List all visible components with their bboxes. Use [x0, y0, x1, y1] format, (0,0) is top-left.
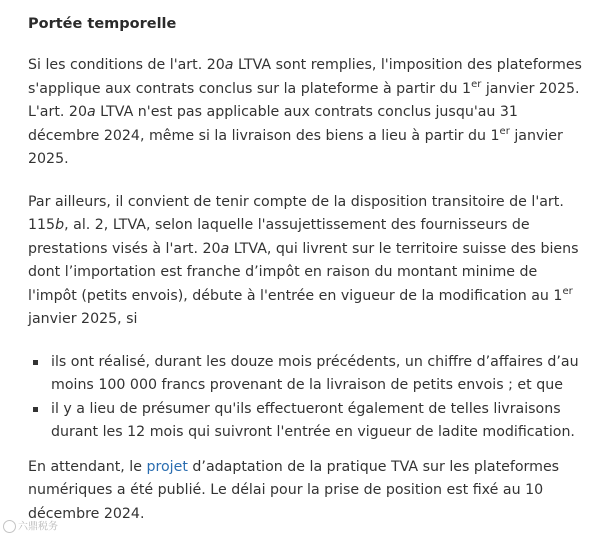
para1-text-4: LTVA n'est pas applicable aux contrats conclus jusqu'au 31 décembre 2024, même si la livraison des biens a lieu à partir du 1 — [28, 104, 518, 144]
paragraph-transitional-provision — [28, 191, 588, 332]
para1-text-2: LTVA sont remplies, l'imposition des plateformes s'applique aux contrats conclus sur la plateforme à partir du 1 — [28, 57, 582, 97]
article-section — [28, 12, 588, 526]
section-heading: Portée temporelle — [28, 16, 177, 32]
para1-italic-a-1: a — [224, 57, 234, 73]
para1-text-5: janvier 2025. — [28, 127, 563, 167]
square-bullet-icon — [33, 407, 38, 412]
para2-superscript: er — [562, 285, 573, 297]
list-item — [51, 351, 588, 398]
projet-link[interactable]: projet — [146, 458, 188, 475]
paragraph-application-date — [28, 54, 588, 172]
para1-italic-a-2: a — [86, 104, 96, 120]
para1-superscript-1: er — [471, 78, 482, 90]
para2-text-1: Par ailleurs, il convient de tenir compte de la disposition transitoire de l'art. 115 — [28, 193, 564, 233]
para3-text-2: d’adaptation de la pratique TVA sur les plateformes numériques a été publié. Le délai pour la prise de position est fixé au 10 décembre 2024. — [28, 458, 560, 522]
watermark — [3, 520, 58, 535]
weibo-logo-icon — [3, 520, 16, 533]
para1-text-1: Si les conditions de l'art. 20 — [28, 57, 225, 73]
watermark-text: 六鼎税务 — [18, 521, 58, 533]
list-item — [51, 398, 588, 445]
para1-text-3: janvier 2025. L'art. 20 — [28, 80, 580, 120]
para2-text-3: LTVA, qui livrent sur le territoire suisse des biens dont l’importation est franche d’impôt en raison du montant minime de l'impôt (petits envois), débute à l'entrée en vigueur de la modification au 1 — [28, 240, 579, 304]
list-item-text: il y a lieu de présumer qu'ils effectueront également de telles livraisons durant les 12 mois qui suivront l'entrée en vigueur de ladite modification. — [51, 400, 575, 440]
list-item-text: ils ont réalisé, durant les douze mois précédents, un chiffre d’affaires d’au moins 100 000 francs provenant de la livraison de petits envois ; et que — [51, 353, 579, 393]
para2-text-2: , al. 2, LTVA, selon laquelle l'assujettissement des fournisseurs de prestations visés à l'art. 20 — [28, 217, 530, 257]
para1-superscript-2: er — [499, 125, 510, 137]
paragraph-consultation — [28, 456, 588, 527]
para2-italic-b: b — [55, 217, 65, 233]
para2-italic-a: a — [220, 240, 230, 257]
square-bullet-icon — [33, 360, 38, 365]
para3-text-1: En attendant, le — [28, 458, 147, 475]
conditions-list — [28, 351, 588, 445]
para2-text-4: janvier 2025, si — [28, 311, 138, 327]
